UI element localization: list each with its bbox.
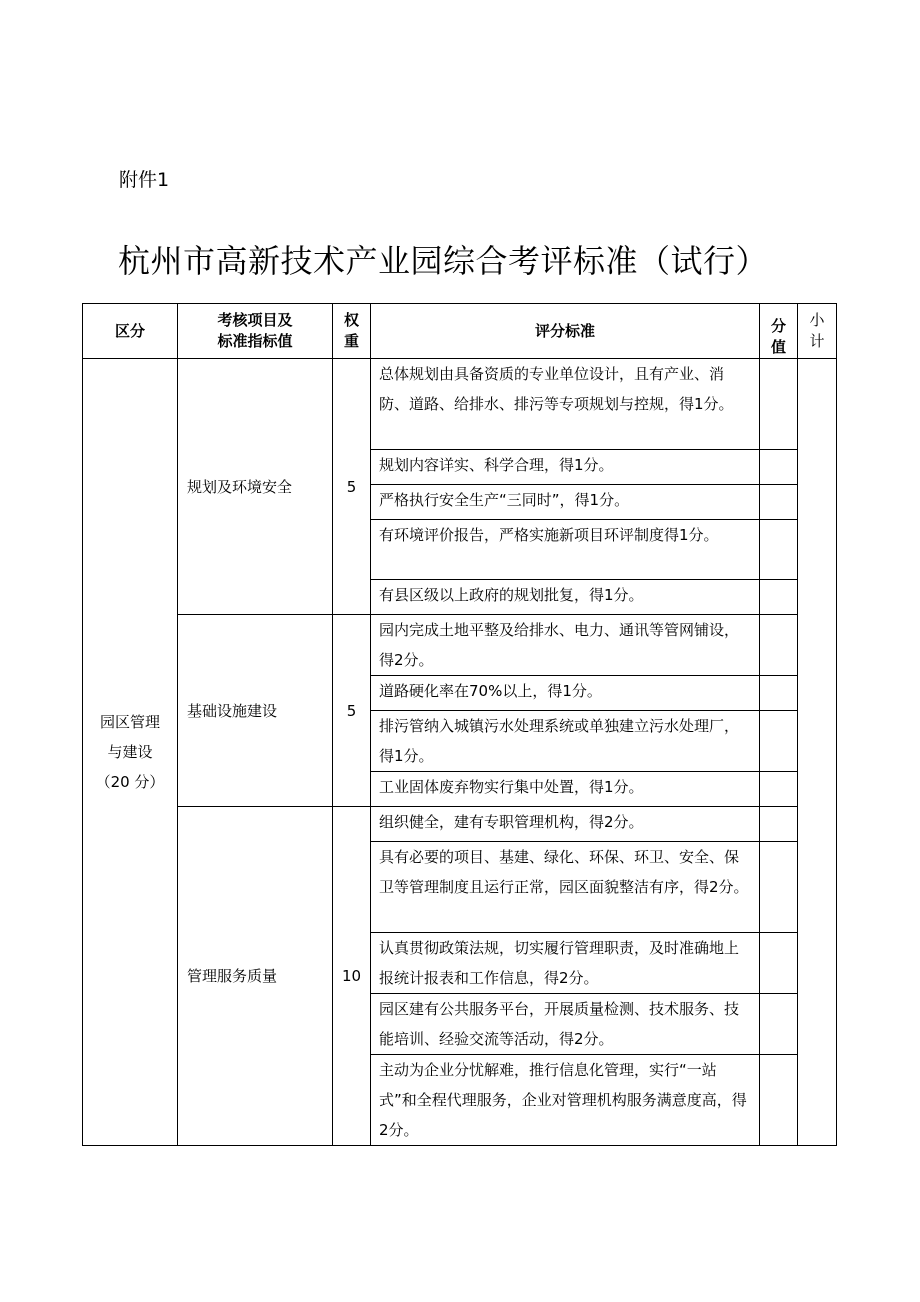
score-cell [760, 1055, 798, 1146]
weight-cell: 5 [333, 359, 371, 615]
header-score: 分 值 [760, 304, 798, 359]
criteria-cell: 工业固体废弃物实行集中处置，得1分。 [371, 772, 760, 807]
item-cell: 管理服务质量 [178, 807, 333, 1146]
score-cell [760, 772, 798, 807]
subtotal-cell [798, 359, 837, 1146]
score-cell [760, 807, 798, 842]
weight-cell: 10 [333, 807, 371, 1146]
criteria-cell: 认真贯彻政策法规，切实履行管理职责，及时准确地上报统计报表和工作信息，得2分。 [371, 933, 760, 994]
score-cell [760, 994, 798, 1055]
item-cell: 规划及环境安全 [178, 359, 333, 615]
item-cell: 基础设施建设 [178, 615, 333, 807]
criteria-cell: 有环境评价报告，严格实施新项目环评制度得1分。 [371, 520, 760, 580]
attachment-label: 附件1 [119, 169, 170, 191]
criteria-cell: 具有必要的项目、基建、绿化、环保、环卫、安全、保卫等管理制度且运行正常，园区面貌整洁有序，得2分。 [371, 842, 760, 933]
table-row [83, 359, 837, 450]
score-cell [760, 711, 798, 772]
criteria-cell: 主动为企业分忧解难，推行信息化管理，实行“一站式”和全程代理服务，企业对管理机构服务满意度高，得2分。 [371, 1055, 760, 1146]
header-criteria: 评分标准 [371, 304, 760, 359]
score-cell [760, 933, 798, 994]
score-cell [760, 580, 798, 615]
score-cell [760, 450, 798, 485]
criteria-cell: 有县区级以上政府的规划批复，得1分。 [371, 580, 760, 615]
region-cell: 园区管理 与建设 （20 分） [83, 359, 178, 1146]
document-title: 杭州市高新技术产业园综合考评标准（试行） [118, 242, 769, 280]
score-cell [760, 842, 798, 933]
table-row [83, 807, 837, 842]
table-row [83, 615, 837, 676]
header-weight: 权 重 [333, 304, 371, 359]
criteria-cell: 道路硬化率在70%以上，得1分。 [371, 676, 760, 711]
criteria-cell: 排污管纳入城镇污水处理系统或单独建立污水处理厂，得1分。 [371, 711, 760, 772]
criteria-cell: 组织健全，建有专职管理机构，得2分。 [371, 807, 760, 842]
score-cell [760, 359, 798, 450]
evaluation-table [82, 303, 837, 1146]
criteria-cell: 总体规划由具备资质的专业单位设计，且有产业、消防、道路、给排水、排污等专项规划与控规，得1分。 [371, 359, 760, 450]
header-row [83, 304, 837, 359]
criteria-cell: 园区建有公共服务平台，开展质量检测、技术服务、技能培训、经验交流等活动，得2分。 [371, 994, 760, 1055]
header-region: 区分 [83, 304, 178, 359]
score-cell [760, 520, 798, 580]
header-subtotal: 小 计 [798, 304, 837, 359]
header-item: 考核项目及 标准指标值 [178, 304, 333, 359]
score-cell [760, 485, 798, 520]
score-cell [760, 676, 798, 711]
score-cell [760, 615, 798, 676]
criteria-cell: 园内完成土地平整及给排水、电力、通讯等管网铺设，得2分。 [371, 615, 760, 676]
criteria-cell: 规划内容详实、科学合理，得1分。 [371, 450, 760, 485]
criteria-cell: 严格执行安全生产“三同时”，得1分。 [371, 485, 760, 520]
weight-cell: 5 [333, 615, 371, 807]
